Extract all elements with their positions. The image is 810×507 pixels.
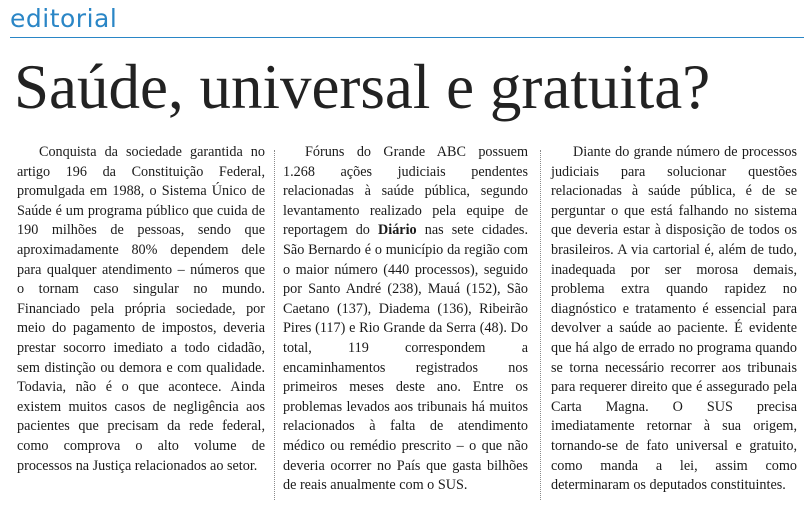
column-1-text: Conquista da sociedade garantida no artigo 196 da Constituição Federal, promulgada em 1988, o Sistema Único de Saúde é um programa público que cuida de 190 milhões de pessoas, sendo que aproximadamente 80% dependem dele para qualquer atendimento – números que o tornam caso singular no mundo. Financiado pela própria sociedade, por meio do pagamento de impostos, deveria prestar socorro imediato a todo cidadão, sem distinção ou demora e com qualidade. Todavia, não é o que acontece. Ainda existem muitos casos de negligência aos pacientes que precisam da rede federal, como comprova o alto volume de processos na Justiça relacionados ao setor. <box>17 144 265 474</box>
headline: Saúde, universal e gratuita? <box>14 52 711 122</box>
newspaper-name: Diário <box>378 222 417 239</box>
column-2-text-end: nas sete cidades. São Bernardo é o município da região com o maior número (440 processos), seguido por Santo André (238), Mauá (152), São Caetano (137), Diadema (136), Ribeirão Pires (117) e Rio Grande da Serra (48). Do total, 119 correspondem a encaminhamentos registrados nos primeiros meses deste ano. Entre os problemas levados aos tribunais há muitos relacionados à falta de atendimento médico ou remédio prescrito – o que não deveria ocorrer no País que gasta bilhões de reais anualmente com o SUS. <box>283 222 528 494</box>
article-column-3 <box>551 143 797 503</box>
section-divider <box>10 37 804 38</box>
article-column-1 <box>17 143 265 503</box>
column-divider <box>274 150 275 500</box>
article-column-2 <box>283 143 528 503</box>
column-3-text: Diante do grande número de processos judiciais para solucionar questões relacionadas à saúde pública, é de se perguntar o que está falhando no sistema que deveria estar à disposição de todos os brasileiros. A via cartorial é, além de tudo, inadequada por ser morosa demais, problema extra quando rapidez no diagnóstico e tratamento é essencial para devolver a saúde ao paciente. É evidente que há algo de errado no programa quando se torna necessário recorrer aos tribunais para requerer direito que é assegurado pela Carta Magna. O SUS precisa imediatamente retornar à sua origem, tornando-se de fato universal e gratuito, como manda a lei, assim como determinaram os deputados constituintes. <box>551 144 797 494</box>
column-2-text-start: Fóruns do Grande ABC possuem 1.268 ações judiciais pendentes relacionadas à saúde pública, segundo levantamento realizado pela equipe de reportagem do <box>283 144 528 239</box>
section-label: editorial <box>10 4 118 33</box>
column-2-text <box>283 143 528 496</box>
column-divider <box>540 150 541 500</box>
